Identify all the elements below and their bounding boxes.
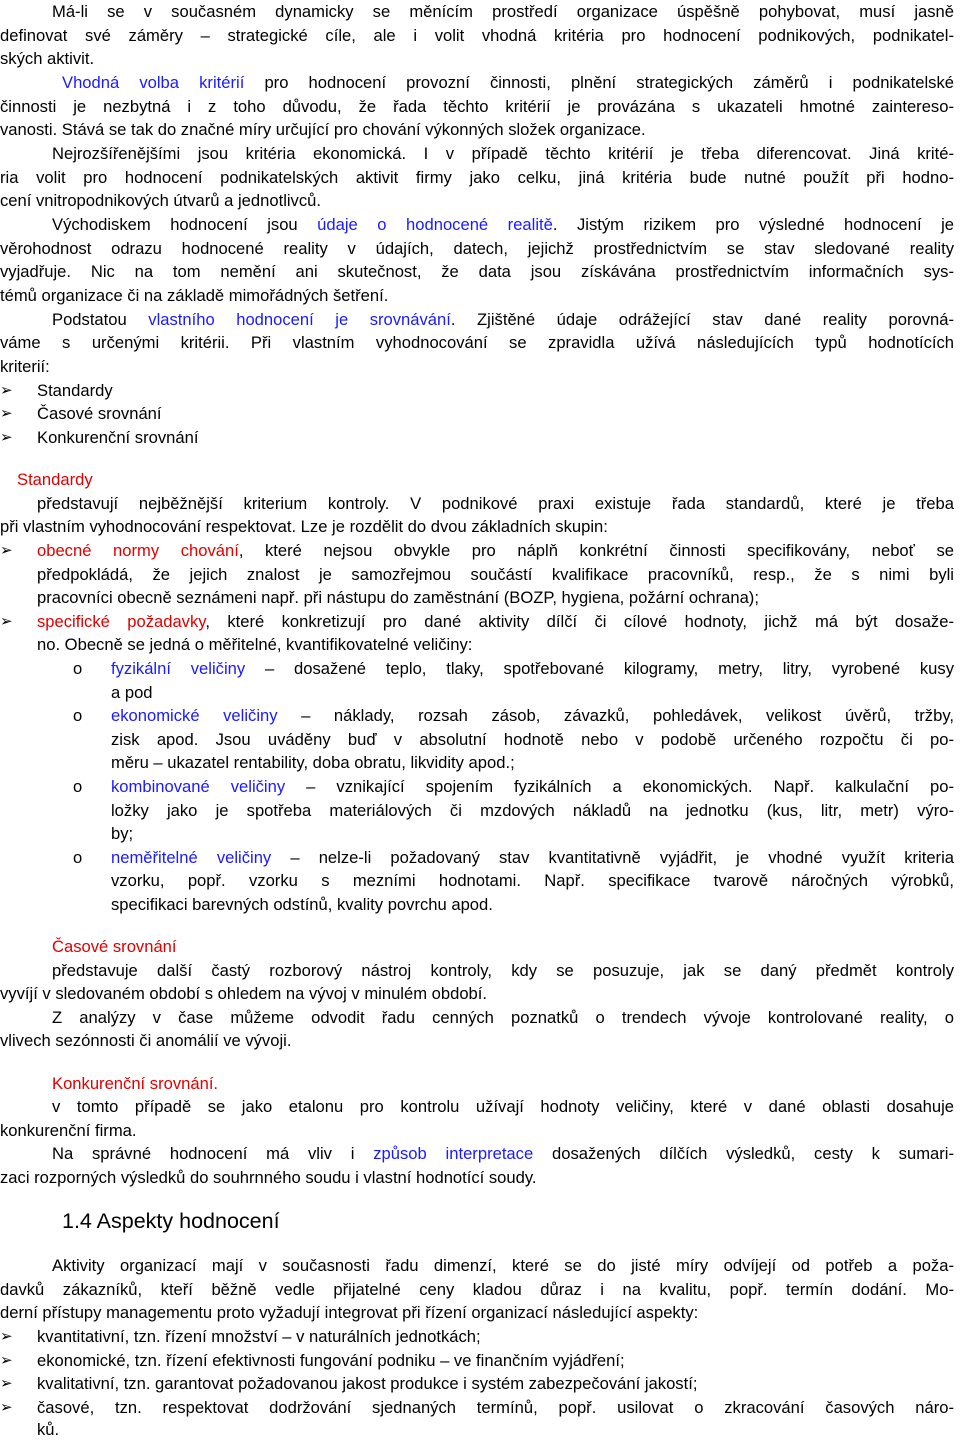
standardy-bullet1-line3: pracovníci obecně seznámeni např. při nástupu do zaměstnání (BOZP, hygiena, požární ochrana); — [37, 588, 759, 607]
p1-line3: ských aktivit. — [0, 49, 95, 68]
standardy-bullet2-text: , které konkretizují pro dané aktivity dílčí či cílové hodnoty, jichž má být dosaže- — [205, 612, 954, 631]
aspekt-ekonomicke: ekonomické, tzn. řízení efektivnosti fungování podniku – ve finančním vyjádření; — [37, 1351, 625, 1370]
heading-casove: Časové srovnání — [52, 937, 177, 956]
casove-line3: Z analýzy v čase můžeme odvodit řadu cenných poznatků o trendech vývoje kontrolované reality, o — [52, 1008, 954, 1027]
standardy-bullet2-line2: no. Obecně se jedná o měřitelné, kvantifikovatelné veličiny: — [37, 635, 473, 654]
p4-line3: vyjadřuje. Nic na tom nemění ani skutečnost, že data jsou získávána prostřednictvím informačních sys- — [0, 262, 954, 281]
sub-item-fyzikalni — [111, 657, 954, 681]
p5-line1 — [52, 308, 954, 332]
blue-term-ekonomicke: ekonomické veličiny — [111, 706, 278, 725]
aspekt-kvalitativni: kvalitativní, tzn. garantovat požadovanou jakost produkce i systém zabezpečování jakostí; — [37, 1374, 698, 1393]
red-term-obecne: obecné normy chování — [37, 541, 239, 560]
casove-line2: vyvíjí v sledovaném období s ohledem na vývoj v minulém období. — [0, 984, 488, 1003]
blue-term-nemeritelne: neměřitelné veličiny — [111, 848, 272, 867]
p4-line1-a: Východiskem hodnocení jsou — [52, 215, 318, 234]
p5-line3: kriterií: — [0, 357, 50, 376]
p2-line1 — [62, 71, 954, 95]
p3-line3: cení vnitropodnikových útvarů a jednotlivců. — [0, 191, 321, 210]
arrow-bullet-icon: ➢ — [0, 542, 13, 559]
p4-line4: témů organizace či na základě mimořádných šetření. — [0, 286, 389, 305]
arrow-bullet-icon: ➢ — [0, 382, 13, 399]
p2-line1-text: pro hodnocení provozní činnosti, plnění strategických záměrů i podnikatelské — [244, 73, 954, 92]
konkurencni-line3-b: dosažených dílčích výsledků, cesty k sumari- — [533, 1144, 954, 1163]
p5-line1-b: . Zjištěné údaje odrážející stav dané reality porovná- — [450, 310, 954, 329]
sub-marker: o — [73, 848, 83, 867]
konkurencni-line4: zaci rozporných výsledků do souhrnného soudu i vlastní hodnotící soudy. — [0, 1168, 537, 1187]
sub-marker: o — [73, 777, 83, 796]
heading-konkurencni: Konkurenční srovnání. — [52, 1074, 219, 1093]
arrow-bullet-icon: ➢ — [0, 1328, 13, 1345]
p2-line2: činnosti je nezbytná i z toho důvodu, že řada těchto kritérií je provázána s ukazateli hmotné zaintereso- — [0, 97, 954, 116]
sub-item-kombinovane-line2: ložky jako je spotřeba materiálových či mzdových nákladů na jednotku (kus, litr, metr) výro- — [111, 801, 954, 820]
blue-term-interpretace: způsob interpretace — [373, 1144, 534, 1163]
standardy-bullet1-line2: předpokládá, že jejich znalost je samozřejmou součástí kvalifikace pracovníků, resp., že s nimi byli — [37, 565, 954, 584]
sub-marker: o — [73, 706, 83, 725]
p5-blue-term: vlastního hodnocení je srovnávání — [148, 310, 451, 329]
sub-item-nemeritelne-text: – nelze-li požadovaný stav kvantitativně vyjádřit, je vhodné využít kriteria — [271, 848, 954, 867]
konkurencni-line3 — [52, 1142, 954, 1166]
arrow-bullet-icon: ➢ — [0, 405, 13, 422]
sub-item-nemeritelne — [111, 846, 954, 870]
standardy-bullet1 — [37, 539, 954, 563]
p1-line2: definovat své záměry – strategické cíle, ale i volit vhodná kritéria pro hodnocení podnikových, podnikatel- — [0, 26, 954, 45]
section-heading: 1.4 Aspekty hodnocení — [62, 1209, 280, 1233]
sub-item-ekonomicke-text: – náklady, rozsah zásob, závazků, pohledávek, velikost úvěrů, tržby, — [277, 706, 954, 725]
blue-term-kombinovane: kombinované veličiny — [111, 777, 286, 796]
standardy-bullet1-text: , které nejsou obvykle pro náplň konkrétní činnosti specifikovány, neboť se — [238, 541, 954, 560]
p4-line1 — [52, 213, 954, 237]
bullet-standardy: Standardy — [37, 381, 113, 400]
arrow-bullet-icon: ➢ — [0, 1375, 13, 1392]
standardy-line2: při vlastním vyhodnocování respektovat. Lze je rozdělit do dvou základních skupin: — [0, 517, 608, 536]
konkurencni-line3-a: Na správné hodnocení má vliv i — [52, 1144, 374, 1163]
arrow-bullet-icon: ➢ — [0, 1352, 13, 1369]
p3-line2: ria volit pro hodnocení podnikatelských aktivit firmy jako celku, jiná kritéria bude nutné použít při hodno- — [0, 168, 954, 187]
aspekt-casove-line2: ků. — [37, 1420, 60, 1439]
bullet-casove: Časové srovnání — [37, 404, 162, 423]
casove-line1: představuje další častý rozborový nástroj kontroly, kdy se posuzuje, jak se daný předmět kontroly — [52, 961, 954, 980]
casove-line4: vlivech sezónnosti či anomálií ve vývoji. — [0, 1031, 292, 1050]
konkurencni-line2: konkurenční firma. — [0, 1121, 137, 1140]
aspekty-line3: derní přístupy managementu proto vyžadují integrovat při řízení organizací následující aspekty: — [0, 1303, 699, 1322]
p5-line2: váme s určenými kritérii. Při vlastním vyhodnocování se zpravidla užívá následujících typů hodnotících — [0, 333, 954, 352]
aspekt-kvantitativni: kvantitativní, tzn. řízení množství – v naturálních jednotkách; — [37, 1327, 481, 1346]
arrow-bullet-icon: ➢ — [0, 429, 13, 446]
aspekt-casove: časové, tzn. respektovat dodržování sjednaných termínů, popř. usilovat o zkracování časových náro- — [37, 1398, 954, 1417]
p4-line1-b: . Jistým rizikem pro výsledné hodnocení je — [552, 215, 954, 234]
sub-item-fyzikalni-line2: a pod — [111, 683, 153, 702]
bullet-konkurencni: Konkurenční srovnání — [37, 428, 199, 447]
p3-line1: Nejrozšířenějšími jsou kritéria ekonomická. I v případě těchto kritérií je třeba diferencovat. Jiná krité- — [52, 144, 954, 163]
p4-blue-term: údaje o hodnocené realitě — [317, 215, 553, 234]
red-term-specificke: specifické požadavky — [37, 612, 206, 631]
heading-standardy: Standardy — [17, 470, 93, 489]
sub-item-nemeritelne-line3: specifikaci barevných odstínů, kvality povrchu apod. — [111, 895, 493, 914]
p2-line3: vanosti. Stává se tak do značné míry určující pro chování výkonných složek organizace. — [0, 120, 646, 139]
sub-item-ekonomicke-line3: měru – ukazatel rentability, doba obratu, likvidity apod.; — [111, 753, 515, 772]
p1-line1: Má-li se v současném dynamicky se měnícím prostředí organizace úspěšně pohybovat, musí jasně — [52, 2, 954, 21]
standardy-bullet2 — [37, 610, 954, 634]
aspekty-line2: davků zákazníků, kteří běžně vedle přijatelné ceny kladou důraz i na kvalitu, popř. termín dodání. Mo- — [0, 1280, 954, 1299]
sub-item-kombinovane-text: – vznikající spojením fyzikálních a ekonomických. Např. kalkulační po- — [285, 777, 954, 796]
sub-item-nemeritelne-line2: vzorku, popř. vzorku s mezními hodnotami. Např. specifikace tvarově náročných výrobků, — [111, 871, 954, 890]
sub-item-ekonomicke — [111, 704, 954, 728]
arrow-bullet-icon: ➢ — [0, 613, 13, 630]
aspekty-line1: Aktivity organizací mají v současnosti řadu dimenzí, které se do jisté míry odvíjejí od potřeb a poža- — [52, 1256, 954, 1275]
konkurencni-line1: v tomto případě se jako etalonu pro kontrolu užívají hodnoty veličiny, které v dané oblasti dosahuje — [52, 1097, 954, 1116]
p4-line2: věrohodnost odrazu hodnocené reality v údajích, datech, jejichž prostřednictvím se stav sledované reality — [0, 239, 954, 258]
sub-item-ekonomicke-line2: zisk apod. Jsou uváděny buď v absolutní hodnotě nebo v podobě určeného rozpočtu či po- — [111, 730, 954, 749]
sub-marker: o — [73, 659, 83, 678]
arrow-bullet-icon: ➢ — [0, 1399, 13, 1416]
sub-item-fyzikalni-text: – dosažené teplo, tlaky, spotřebované kilogramy, metry, litry, vyrobené kusy — [245, 659, 954, 678]
sub-item-kombinovane — [111, 775, 954, 799]
blue-term-fyzikalni: fyzikální veličiny — [111, 659, 246, 678]
sub-item-kombinovane-line3: by; — [111, 824, 134, 843]
p5-line1-a: Podstatou — [52, 310, 149, 329]
p2-blue-term: Vhodná volba kritérií — [62, 73, 245, 92]
standardy-line1: představují nejběžnější kriterium kontroly. V podnikové praxi existuje řada standardů, které je třeba — [37, 494, 954, 513]
